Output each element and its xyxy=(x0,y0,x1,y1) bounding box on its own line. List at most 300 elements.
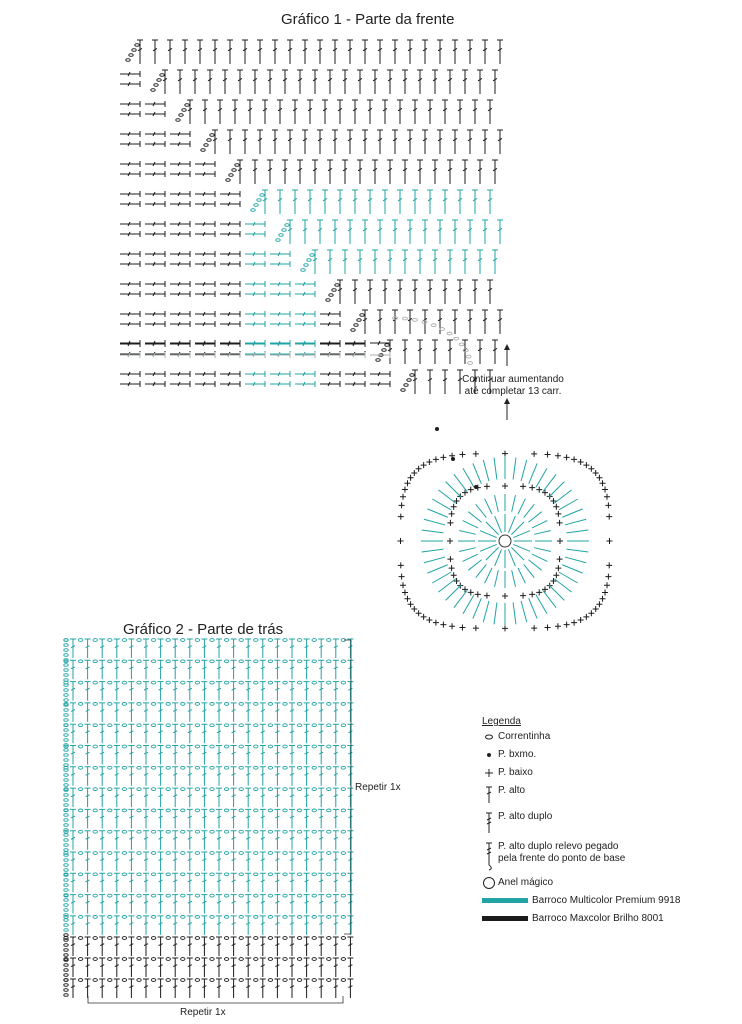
dc-stitch xyxy=(172,873,178,892)
chain-stitch xyxy=(93,873,97,876)
sc-stitch xyxy=(502,483,508,489)
dc-stitch xyxy=(447,70,453,94)
dc-stitch xyxy=(227,130,233,154)
dc-stitch xyxy=(322,190,328,214)
dc-stitch xyxy=(114,958,120,977)
chain-stitch xyxy=(195,937,199,940)
dc-stitch xyxy=(304,682,310,701)
chain-stitch xyxy=(224,639,228,642)
dc-stitch xyxy=(70,831,76,850)
dc-stitch xyxy=(292,190,298,214)
dc-stitch xyxy=(357,250,363,274)
dc-stitch xyxy=(220,281,240,287)
chain-stitch xyxy=(64,884,68,887)
dc-stitch xyxy=(342,70,348,94)
dc-stitch xyxy=(195,201,215,207)
dc-stitch xyxy=(70,809,76,828)
chain-stitch xyxy=(108,916,112,919)
dc-stitch xyxy=(512,495,516,512)
chain-stitch xyxy=(327,660,331,663)
dc-stitch xyxy=(318,873,324,892)
chain-stitch xyxy=(210,766,214,769)
dc-stitch xyxy=(143,724,149,743)
chain-stitch xyxy=(122,724,126,727)
dc-stitch xyxy=(143,873,149,892)
dc-stitch xyxy=(318,916,324,935)
dc-stitch xyxy=(201,937,207,956)
chain-stitch xyxy=(312,873,316,876)
dc-stitch xyxy=(289,724,295,743)
dc-stitch xyxy=(128,979,134,998)
dc-stitch xyxy=(220,291,240,297)
chain-stitch xyxy=(341,916,345,919)
chain-stitch xyxy=(137,852,141,855)
chain-stitch xyxy=(341,894,345,897)
dc-stitch xyxy=(245,724,251,743)
dc-stitch xyxy=(187,958,193,977)
chain-stitch xyxy=(254,204,258,207)
dc-stitch xyxy=(462,70,468,94)
chain-stitch xyxy=(166,745,170,748)
sc-stitch xyxy=(593,470,599,476)
dc-stitch xyxy=(128,703,134,722)
dc-stitch xyxy=(145,201,165,207)
dc-stitch xyxy=(333,895,339,914)
dc-stitch xyxy=(312,160,318,184)
dc-stitch xyxy=(187,682,193,701)
dc-stitch xyxy=(143,788,149,807)
sc-stitch xyxy=(564,454,570,460)
chain-stitch xyxy=(301,269,305,272)
legend-label-dc: P. alto xyxy=(498,785,526,796)
dc-stitch xyxy=(289,639,295,658)
chain-stitch xyxy=(283,830,287,833)
chain-stitch xyxy=(382,349,386,352)
chain-stitch xyxy=(210,703,214,706)
dc-stitch xyxy=(511,522,524,535)
chain-stitch xyxy=(254,916,258,919)
chain-stitch xyxy=(93,766,97,769)
dc-stitch xyxy=(407,310,413,334)
chain-stitch xyxy=(283,703,287,706)
chain-stitch xyxy=(224,979,228,982)
dc-stitch xyxy=(277,100,283,124)
chain-stitch xyxy=(224,724,228,727)
slip-stitch xyxy=(474,485,478,489)
dc-stitch xyxy=(333,767,339,786)
dc-stitch xyxy=(274,703,280,722)
dc-stitch xyxy=(245,251,265,257)
chain-stitch xyxy=(327,873,331,876)
chain-stitch xyxy=(468,362,473,365)
dc-stitch xyxy=(220,231,240,237)
dc-stitch xyxy=(432,340,438,364)
dc-stitch xyxy=(201,958,207,977)
chain-stitch xyxy=(64,649,68,652)
chain-stitch xyxy=(239,852,243,855)
dc-stitch xyxy=(128,852,134,871)
dc-stitch xyxy=(231,767,237,786)
dc-stitch xyxy=(367,100,373,124)
dc-stitch xyxy=(320,340,340,346)
dc-stitch xyxy=(245,916,251,935)
chain-stitch xyxy=(137,681,141,684)
dc-stitch xyxy=(333,916,339,935)
chain-stitch xyxy=(412,318,417,321)
dc-stitch xyxy=(201,831,207,850)
dc-stitch xyxy=(145,161,165,167)
dc-stitch xyxy=(245,311,265,317)
sc-stitch xyxy=(502,451,508,457)
chain-stitch xyxy=(268,681,272,684)
dc-stitch xyxy=(477,340,483,364)
chain-stitch xyxy=(312,916,316,919)
sc-stitch xyxy=(557,556,563,562)
dc-stitch xyxy=(480,531,497,538)
dc-stitch xyxy=(120,191,140,197)
dc-stitch xyxy=(187,809,193,828)
chain-stitch xyxy=(151,809,155,812)
dc-stitch xyxy=(216,852,222,871)
dc-stitch xyxy=(170,311,190,317)
chain-stitch xyxy=(283,873,287,876)
dc-stitch xyxy=(114,809,120,828)
dc-stitch xyxy=(492,340,498,364)
dc-stitch xyxy=(463,595,474,614)
chain-stitch xyxy=(254,766,258,769)
chain-stitch xyxy=(64,934,68,937)
dc-stitch xyxy=(432,250,438,274)
dc-stitch xyxy=(231,703,237,722)
dc-stitch xyxy=(477,160,483,184)
dc-stitch xyxy=(302,40,308,64)
chain-stitch xyxy=(64,989,68,992)
chain-stitch xyxy=(166,958,170,961)
chain-stitch xyxy=(181,916,185,919)
chain-stitch xyxy=(64,769,68,772)
dc-stitch xyxy=(245,291,265,297)
dc-stitch xyxy=(143,682,149,701)
chain-stitch xyxy=(64,684,68,687)
dc-stitch xyxy=(158,660,164,679)
dc-stitch xyxy=(120,201,140,207)
chain-stitch xyxy=(283,766,287,769)
dc-stitch xyxy=(120,141,140,147)
chain-stitch xyxy=(78,766,82,769)
dc-stitch xyxy=(482,220,488,244)
chain-stitch xyxy=(64,774,68,777)
chain-stitch xyxy=(64,764,68,767)
chain-stitch xyxy=(297,937,301,940)
chain-stitch xyxy=(224,830,228,833)
chain-stitch xyxy=(224,937,228,940)
chain-stitch xyxy=(108,681,112,684)
dc-stitch xyxy=(352,280,358,304)
chain-stitch xyxy=(341,809,345,812)
dc-stitch xyxy=(392,310,398,334)
dc-stitch xyxy=(392,40,398,64)
dc-stitch xyxy=(231,873,237,892)
dc-stitch xyxy=(472,190,478,214)
legend-label-tr: P. alto duplo xyxy=(498,811,553,822)
dc-stitch xyxy=(277,190,283,214)
dc-stitch xyxy=(172,724,178,743)
chain-stitch xyxy=(151,703,155,706)
chain-stitch xyxy=(254,809,258,812)
dc-stitch xyxy=(145,340,165,346)
repeat-label-bottom: Repetir 1x xyxy=(180,1007,226,1018)
dc-stitch xyxy=(85,831,91,850)
chain-stitch xyxy=(239,766,243,769)
dc-stitch xyxy=(289,873,295,892)
dc-stitch xyxy=(128,682,134,701)
dc-stitch xyxy=(195,231,215,237)
chain-stitch xyxy=(327,703,331,706)
dc-stitch xyxy=(245,979,251,998)
dc-stitch xyxy=(143,916,149,935)
dc-stitch xyxy=(260,767,266,786)
chain-stitch xyxy=(268,660,272,663)
chain-stitch xyxy=(122,745,126,748)
chain-stitch xyxy=(210,681,214,684)
dc-stitch xyxy=(318,831,324,850)
dc-stitch xyxy=(318,703,324,722)
dc-stitch xyxy=(518,499,525,514)
dc-stitch xyxy=(245,682,251,701)
dc-stitch xyxy=(85,746,91,765)
chain-stitch xyxy=(64,974,68,977)
chain-stitch xyxy=(122,873,126,876)
dc-stitch xyxy=(187,831,193,850)
dc-stitch xyxy=(216,916,222,935)
dc-stitch xyxy=(187,979,193,998)
dc-stitch xyxy=(172,958,178,977)
dc-stitch xyxy=(114,831,120,850)
chain-stitch xyxy=(137,958,141,961)
dc-stitch xyxy=(511,547,524,560)
chain-stitch xyxy=(283,894,287,897)
dc-stitch xyxy=(172,979,178,998)
dc-stitch xyxy=(272,40,278,64)
dc-stitch xyxy=(295,381,315,387)
dc-stitch xyxy=(85,852,91,871)
chain-stitch xyxy=(93,660,97,663)
dc-stitch xyxy=(128,788,134,807)
chain-stitch xyxy=(78,916,82,919)
dc-stitch xyxy=(170,171,190,177)
dc-stitch xyxy=(170,201,190,207)
chain-stitch xyxy=(64,929,68,932)
chain-stitch xyxy=(64,749,68,752)
chain-stitch xyxy=(407,379,411,382)
chain-stitch xyxy=(312,852,316,855)
chain-stitch xyxy=(108,809,112,812)
dc-stitch xyxy=(170,371,190,377)
dc-stitch xyxy=(145,111,165,117)
chain-stitch xyxy=(297,788,301,791)
dc-stitch xyxy=(143,831,149,850)
dc-stitch xyxy=(270,340,290,346)
dc-stitch xyxy=(260,937,266,956)
chain-stitch xyxy=(459,343,464,346)
chain-stitch xyxy=(341,958,345,961)
dc-stitch xyxy=(114,979,120,998)
chain-stitch xyxy=(254,681,258,684)
dc-stitch xyxy=(143,660,149,679)
chain-stitch xyxy=(166,830,170,833)
dc-stitch xyxy=(85,979,91,998)
chain-stitch xyxy=(224,766,228,769)
dc-stitch xyxy=(417,70,423,94)
chain-stitch xyxy=(122,703,126,706)
sc-stitch xyxy=(555,565,561,571)
dc-stitch xyxy=(352,100,358,124)
dc-stitch xyxy=(114,746,120,765)
sc-stitch xyxy=(564,622,570,628)
chain-stitch xyxy=(268,788,272,791)
dc-stitch xyxy=(447,160,453,184)
sc-stitch xyxy=(602,590,608,596)
chain-stitch xyxy=(181,873,185,876)
dc-stitch xyxy=(345,371,365,377)
dc-stitch xyxy=(432,70,438,94)
dc-stitch xyxy=(120,381,140,387)
sc-stitch xyxy=(555,511,561,517)
chain-stitch xyxy=(64,889,68,892)
dc-stitch xyxy=(201,895,207,914)
chain-stitch xyxy=(354,324,358,327)
sc-stitch xyxy=(475,591,481,597)
dc-stitch xyxy=(432,499,451,510)
chain-stitch xyxy=(93,788,97,791)
chain-stitch xyxy=(239,809,243,812)
dc-stitch xyxy=(274,895,280,914)
chain-stitch xyxy=(327,809,331,812)
dc-stitch xyxy=(172,852,178,871)
sc-stitch xyxy=(398,538,404,544)
chain-stitch xyxy=(78,724,82,727)
chain-stitch xyxy=(224,809,228,812)
legend-item-tr xyxy=(482,811,732,835)
dc-stitch xyxy=(99,916,105,935)
dc-stitch xyxy=(245,831,251,850)
chain-stitch xyxy=(166,937,170,940)
dc-stitch xyxy=(120,231,140,237)
dc-stitch xyxy=(220,321,240,327)
chain-stitch xyxy=(254,724,258,727)
chain-stitch xyxy=(151,788,155,791)
dc-stitch xyxy=(320,321,340,327)
chain-stitch xyxy=(151,89,155,92)
dc-stitch xyxy=(438,579,455,592)
dc-stitch xyxy=(452,220,458,244)
dc-stitch xyxy=(304,724,310,743)
chain-stitch xyxy=(224,788,228,791)
chain-stitch xyxy=(195,809,199,812)
dc-stitch xyxy=(295,340,315,346)
chain-stitch xyxy=(93,979,97,982)
dc-stitch xyxy=(257,130,263,154)
dc-stitch xyxy=(85,937,91,956)
chain-stitch xyxy=(64,904,68,907)
dc-stitch xyxy=(473,598,481,618)
dc-stitch xyxy=(247,100,253,124)
dc-stitch xyxy=(245,852,251,871)
chain-stitch xyxy=(210,660,214,663)
dc-stitch xyxy=(442,100,448,124)
chain-stitch xyxy=(283,979,287,982)
dc-stitch xyxy=(318,895,324,914)
dc-stitch xyxy=(347,895,353,914)
chain-stitch xyxy=(181,830,185,833)
chain-stitch xyxy=(137,724,141,727)
dc-stitch xyxy=(231,979,237,998)
chain-stitch xyxy=(78,703,82,706)
chain-stitch xyxy=(285,224,289,227)
dc-stitch xyxy=(120,291,140,297)
sc-stitch xyxy=(399,502,405,508)
dc-stitch xyxy=(257,40,263,64)
dc-stitch xyxy=(267,70,273,94)
dc-stitch xyxy=(459,548,476,552)
sc-stitch xyxy=(400,494,406,500)
chain-stitch xyxy=(154,84,158,87)
dc-stitch xyxy=(187,852,193,871)
sc-stitch xyxy=(402,486,408,492)
dc-stitch xyxy=(187,660,193,679)
dc-stitch xyxy=(422,549,444,552)
dc-stitch xyxy=(245,321,265,327)
dc-stitch xyxy=(245,703,251,722)
legend-item-ring xyxy=(482,877,732,889)
dc-stitch xyxy=(370,352,390,358)
chain-stitch xyxy=(327,937,331,940)
dc-stitch xyxy=(317,220,323,244)
dc-stitch xyxy=(459,531,476,535)
dc-stitch xyxy=(187,724,193,743)
chain-stitch xyxy=(224,745,228,748)
dc-stitch xyxy=(382,280,388,304)
dc-stitch xyxy=(486,547,499,560)
chain-stitch xyxy=(224,703,228,706)
dc-stitch xyxy=(333,852,339,871)
chain-stitch xyxy=(268,916,272,919)
dc-stitch xyxy=(114,788,120,807)
repeat-label-right: Repetir 1x xyxy=(355,782,401,793)
chain-stitch xyxy=(64,664,68,667)
dc-stitch xyxy=(304,916,310,935)
chain-stitch xyxy=(108,660,112,663)
chain-stitch xyxy=(283,639,287,642)
sc-stitch xyxy=(502,593,508,599)
dc-stitch xyxy=(318,788,324,807)
dc-stitch xyxy=(245,340,265,346)
dc-stitch xyxy=(333,809,339,828)
sc-stitch xyxy=(468,487,474,493)
dc-stitch xyxy=(447,250,453,274)
chain-stitch xyxy=(108,958,112,961)
dc-stitch xyxy=(524,564,535,577)
chain-stitch xyxy=(210,852,214,855)
dc-stitch xyxy=(143,639,149,658)
chain-stitch xyxy=(181,788,185,791)
dc-stitch xyxy=(494,602,497,624)
dc-stitch xyxy=(437,40,443,64)
dc-stitch xyxy=(318,937,324,956)
dc-stitch xyxy=(231,724,237,743)
dc-stitch xyxy=(99,788,105,807)
chain-stitch xyxy=(166,660,170,663)
